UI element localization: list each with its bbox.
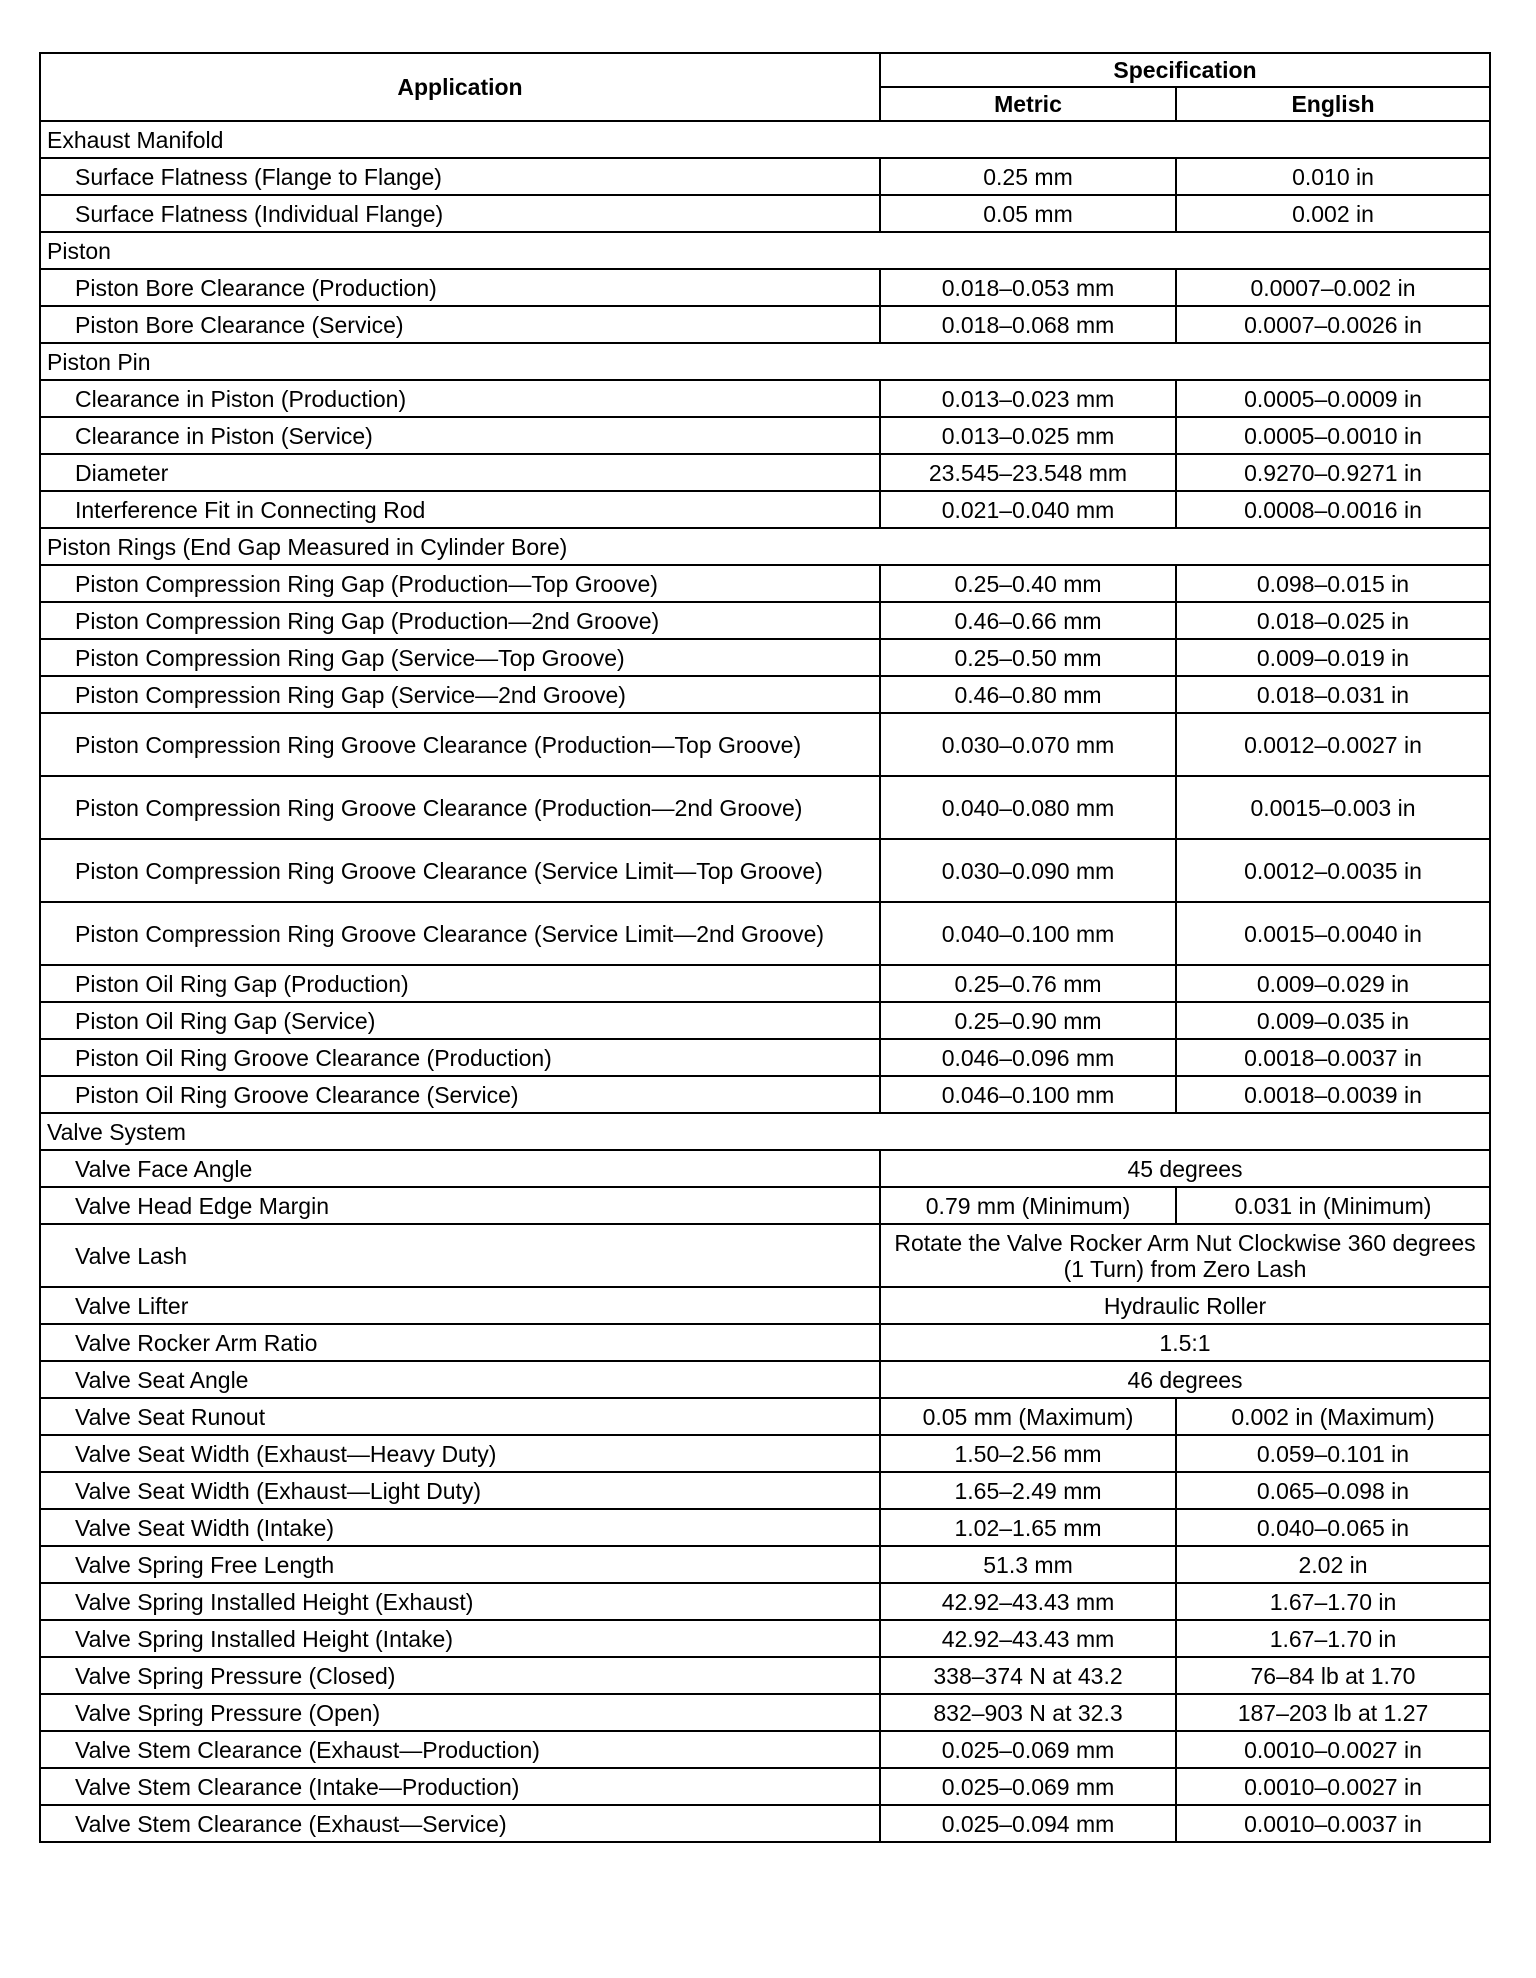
english-cell: 1.67–1.70 in: [1176, 1583, 1490, 1620]
english-cell: 0.018–0.025 in: [1176, 602, 1490, 639]
application-cell: Valve Head Edge Margin: [40, 1187, 880, 1224]
english-cell: 0.0010–0.0027 in: [1176, 1768, 1490, 1805]
table-row: [40, 565, 1490, 602]
application-cell: Piston Oil Ring Groove Clearance (Service): [40, 1076, 880, 1113]
metric-cell: 0.025–0.069 mm: [880, 1768, 1176, 1805]
metric-cell: 42.92–43.43 mm: [880, 1583, 1176, 1620]
table-row: [40, 713, 1490, 776]
english-cell: 0.009–0.019 in: [1176, 639, 1490, 676]
metric-cell: 0.030–0.090 mm: [880, 839, 1176, 902]
english-cell: 0.0005–0.0010 in: [1176, 417, 1490, 454]
metric-cell: 832–903 N at 32.3: [880, 1694, 1176, 1731]
english-cell: 0.0018–0.0037 in: [1176, 1039, 1490, 1076]
english-cell: 1.67–1.70 in: [1176, 1620, 1490, 1657]
table-row: [40, 1187, 1490, 1224]
english-header: English: [1176, 87, 1490, 121]
section-row: [40, 232, 1490, 269]
application-cell: Piston Oil Ring Gap (Production): [40, 965, 880, 1002]
english-cell: 0.0012–0.0027 in: [1176, 713, 1490, 776]
metric-cell: 0.021–0.040 mm: [880, 491, 1176, 528]
application-cell: Piston Compression Ring Groove Clearance (Production—2nd Groove): [40, 776, 880, 839]
table-header: [40, 53, 1490, 121]
table-row: [40, 1805, 1490, 1842]
application-cell: Valve Seat Runout: [40, 1398, 880, 1435]
application-cell: Piston Compression Ring Groove Clearance (Production—Top Groove): [40, 713, 880, 776]
application-cell: Valve Lifter: [40, 1287, 880, 1324]
application-cell: Valve Seat Width (Exhaust—Heavy Duty): [40, 1435, 880, 1472]
metric-cell: 0.040–0.100 mm: [880, 902, 1176, 965]
english-cell: 0.040–0.065 in: [1176, 1509, 1490, 1546]
table-row: [40, 1694, 1490, 1731]
table-row: [40, 639, 1490, 676]
application-cell: Valve Rocker Arm Ratio: [40, 1324, 880, 1361]
application-cell: Piston Compression Ring Gap (Service—Top Groove): [40, 639, 880, 676]
table-row: [40, 776, 1490, 839]
table-row: [40, 1657, 1490, 1694]
metric-cell: 0.018–0.053 mm: [880, 269, 1176, 306]
table-body: [40, 121, 1490, 1842]
application-cell: Diameter: [40, 454, 880, 491]
metric-cell: 23.545–23.548 mm: [880, 454, 1176, 491]
metric-cell: 42.92–43.43 mm: [880, 1620, 1176, 1657]
metric-cell: 338–374 N at 43.2: [880, 1657, 1176, 1694]
metric-cell: 0.25–0.76 mm: [880, 965, 1176, 1002]
application-cell: Piston Compression Ring Gap (Production—Top Groove): [40, 565, 880, 602]
application-cell: Valve Spring Pressure (Closed): [40, 1657, 880, 1694]
table-row: [40, 965, 1490, 1002]
specification-cell: Rotate the Valve Rocker Arm Nut Clockwise 360 degrees (1 Turn) from Zero Lash: [880, 1224, 1490, 1287]
table-row: [40, 454, 1490, 491]
metric-cell: 0.013–0.023 mm: [880, 380, 1176, 417]
metric-cell: 0.046–0.100 mm: [880, 1076, 1176, 1113]
specification-header: Specification: [880, 53, 1490, 87]
metric-cell: 0.79 mm (Minimum): [880, 1187, 1176, 1224]
application-cell: Piston Compression Ring Gap (Production—2nd Groove): [40, 602, 880, 639]
application-cell: Surface Flatness (Flange to Flange): [40, 158, 880, 195]
application-cell: Valve Face Angle: [40, 1150, 880, 1187]
english-cell: 0.0010–0.0037 in: [1176, 1805, 1490, 1842]
specification-cell: 1.5:1: [880, 1324, 1490, 1361]
table-row: [40, 1398, 1490, 1435]
english-cell: 0.018–0.031 in: [1176, 676, 1490, 713]
english-cell: 0.098–0.015 in: [1176, 565, 1490, 602]
metric-cell: 1.65–2.49 mm: [880, 1472, 1176, 1509]
english-cell: 0.0008–0.0016 in: [1176, 491, 1490, 528]
table-row: [40, 1435, 1490, 1472]
application-cell: Valve Stem Clearance (Exhaust—Production): [40, 1731, 880, 1768]
section-row: [40, 1113, 1490, 1150]
table-row: [40, 1002, 1490, 1039]
metric-cell: 0.025–0.094 mm: [880, 1805, 1176, 1842]
table-row: [40, 839, 1490, 902]
english-cell: 0.010 in: [1176, 158, 1490, 195]
application-cell: Valve Seat Width (Intake): [40, 1509, 880, 1546]
application-cell: Piston Oil Ring Gap (Service): [40, 1002, 880, 1039]
section-title: Piston: [40, 232, 1490, 269]
english-cell: 0.0018–0.0039 in: [1176, 1076, 1490, 1113]
english-cell: 0.009–0.029 in: [1176, 965, 1490, 1002]
english-cell: 0.059–0.101 in: [1176, 1435, 1490, 1472]
application-cell: Piston Bore Clearance (Service): [40, 306, 880, 343]
metric-cell: 51.3 mm: [880, 1546, 1176, 1583]
table-row: [40, 1361, 1490, 1398]
metric-cell: 0.25–0.90 mm: [880, 1002, 1176, 1039]
metric-cell: 1.02–1.65 mm: [880, 1509, 1176, 1546]
english-cell: 0.0015–0.0040 in: [1176, 902, 1490, 965]
application-cell: Piston Oil Ring Groove Clearance (Production): [40, 1039, 880, 1076]
application-cell: Valve Spring Installed Height (Intake): [40, 1620, 880, 1657]
section-row: [40, 121, 1490, 158]
header-row-top: [40, 53, 1490, 87]
metric-cell: 0.046–0.096 mm: [880, 1039, 1176, 1076]
section-title: Piston Rings (End Gap Measured in Cylinder Bore): [40, 528, 1490, 565]
metric-cell: 0.013–0.025 mm: [880, 417, 1176, 454]
table-row: [40, 1039, 1490, 1076]
metric-cell: 0.46–0.66 mm: [880, 602, 1176, 639]
table-row: [40, 306, 1490, 343]
table-row: [40, 1768, 1490, 1805]
application-cell: Clearance in Piston (Service): [40, 417, 880, 454]
english-cell: 0.002 in: [1176, 195, 1490, 232]
table-row: [40, 1150, 1490, 1187]
application-cell: Clearance in Piston (Production): [40, 380, 880, 417]
section-title: Valve System: [40, 1113, 1490, 1150]
english-cell: 0.0012–0.0035 in: [1176, 839, 1490, 902]
table-row: [40, 269, 1490, 306]
table-row: [40, 491, 1490, 528]
table-row: [40, 602, 1490, 639]
table-row: [40, 1076, 1490, 1113]
table-row: [40, 1287, 1490, 1324]
metric-cell: 0.25 mm: [880, 158, 1176, 195]
application-cell: Valve Spring Free Length: [40, 1546, 880, 1583]
specification-table: [39, 52, 1491, 1843]
specification-cell: Hydraulic Roller: [880, 1287, 1490, 1324]
application-cell: Valve Seat Angle: [40, 1361, 880, 1398]
table-row: [40, 1583, 1490, 1620]
metric-header: Metric: [880, 87, 1176, 121]
table-row: [40, 902, 1490, 965]
application-cell: Piston Bore Clearance (Production): [40, 269, 880, 306]
english-cell: 0.065–0.098 in: [1176, 1472, 1490, 1509]
metric-cell: 0.46–0.80 mm: [880, 676, 1176, 713]
metric-cell: 0.05 mm: [880, 195, 1176, 232]
metric-cell: 1.50–2.56 mm: [880, 1435, 1176, 1472]
metric-cell: 0.05 mm (Maximum): [880, 1398, 1176, 1435]
metric-cell: 0.018–0.068 mm: [880, 306, 1176, 343]
application-cell: Valve Stem Clearance (Intake—Production): [40, 1768, 880, 1805]
english-cell: 76–84 lb at 1.70: [1176, 1657, 1490, 1694]
application-cell: Valve Spring Pressure (Open): [40, 1694, 880, 1731]
table-row: [40, 676, 1490, 713]
table-row: [40, 1546, 1490, 1583]
english-cell: 0.0007–0.0026 in: [1176, 306, 1490, 343]
table-row: [40, 158, 1490, 195]
table-row: [40, 380, 1490, 417]
english-cell: 0.9270–0.9271 in: [1176, 454, 1490, 491]
application-cell: Valve Lash: [40, 1224, 880, 1287]
table-row: [40, 1224, 1490, 1287]
table-row: [40, 195, 1490, 232]
application-cell: Interference Fit in Connecting Rod: [40, 491, 880, 528]
english-cell: 187–203 lb at 1.27: [1176, 1694, 1490, 1731]
table-row: [40, 1509, 1490, 1546]
specification-cell: 46 degrees: [880, 1361, 1490, 1398]
english-cell: 2.02 in: [1176, 1546, 1490, 1583]
section-row: [40, 528, 1490, 565]
english-cell: 0.0005–0.0009 in: [1176, 380, 1490, 417]
application-cell: Piston Compression Ring Groove Clearance (Service Limit—2nd Groove): [40, 902, 880, 965]
application-cell: Piston Compression Ring Gap (Service—2nd Groove): [40, 676, 880, 713]
metric-cell: 0.030–0.070 mm: [880, 713, 1176, 776]
application-cell: Valve Spring Installed Height (Exhaust): [40, 1583, 880, 1620]
table-row: [40, 1324, 1490, 1361]
table-row: [40, 1472, 1490, 1509]
english-cell: 0.002 in (Maximum): [1176, 1398, 1490, 1435]
section-title: Piston Pin: [40, 343, 1490, 380]
metric-cell: 0.040–0.080 mm: [880, 776, 1176, 839]
specification-cell: 45 degrees: [880, 1150, 1490, 1187]
english-cell: 0.0010–0.0027 in: [1176, 1731, 1490, 1768]
table-row: [40, 1731, 1490, 1768]
application-header: Application: [40, 53, 880, 121]
table-row: [40, 1620, 1490, 1657]
section-title: Exhaust Manifold: [40, 121, 1490, 158]
metric-cell: 0.025–0.069 mm: [880, 1731, 1176, 1768]
application-cell: Valve Stem Clearance (Exhaust—Service): [40, 1805, 880, 1842]
metric-cell: 0.25–0.50 mm: [880, 639, 1176, 676]
english-cell: 0.009–0.035 in: [1176, 1002, 1490, 1039]
application-cell: Valve Seat Width (Exhaust—Light Duty): [40, 1472, 880, 1509]
application-cell: Piston Compression Ring Groove Clearance (Service Limit—Top Groove): [40, 839, 880, 902]
english-cell: 0.0007–0.002 in: [1176, 269, 1490, 306]
table-row: [40, 417, 1490, 454]
english-cell: 0.031 in (Minimum): [1176, 1187, 1490, 1224]
section-row: [40, 343, 1490, 380]
english-cell: 0.0015–0.003 in: [1176, 776, 1490, 839]
application-cell: Surface Flatness (Individual Flange): [40, 195, 880, 232]
metric-cell: 0.25–0.40 mm: [880, 565, 1176, 602]
